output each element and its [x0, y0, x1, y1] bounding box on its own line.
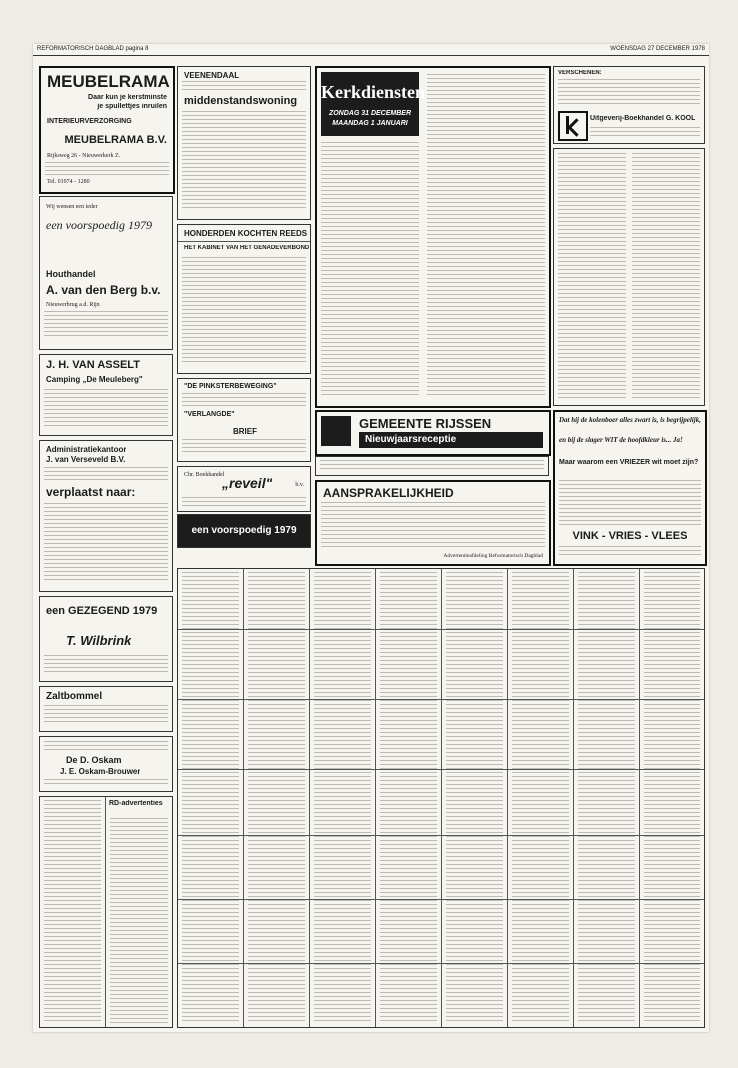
kabinet-body [182, 257, 306, 365]
wilbrink-ad [39, 596, 173, 682]
kabinet-ad [177, 224, 311, 374]
meubelrama-tag2: je spullettjes inruilen [97, 103, 167, 110]
kool-logo-icon [558, 111, 588, 141]
veenendaal-label: VEENENDAAL [184, 71, 240, 80]
left-notice-column-2 [106, 815, 172, 1027]
aansprakelijkheid-title: AANSPRAKELIJKHEID [323, 486, 454, 500]
voorspoedig-text: een voorspoedig 1979 [46, 218, 152, 232]
pinksterbeweging-label: "DE PINKSTERBEWEGING" [184, 383, 277, 390]
rijssen-line1: GEMEENTE RIJSSEN [359, 416, 492, 431]
pinksterbeweging-ad [177, 378, 311, 462]
admin-body-1 [44, 467, 168, 481]
verplaatst-label: verplaatst naar: [46, 485, 136, 499]
kerkdiensten-col-2 [427, 74, 545, 398]
kabinet-title: HET KABINET VAN HET GENADEVERBOND [184, 245, 310, 251]
oskam-body-2 [44, 779, 168, 787]
admin-body-2 [44, 503, 168, 583]
aansprakelijkheid-footer: Advertentieafdeling Reformatorisch Dagblad [443, 553, 543, 559]
grid-row-rule-4 [178, 835, 704, 836]
notice-column-7 [574, 569, 639, 1027]
issue-date: WOENSDAG 27 DECEMBER 1978 [610, 46, 705, 52]
houthandel-label: Houthandel [46, 269, 96, 279]
grid-row-rule-1 [178, 629, 704, 630]
kabinet-rule [178, 241, 310, 242]
kool-heading: VERSCHENEN: [558, 70, 602, 76]
paper-name: REFORMATORISCH DAGBLAD pagina 8 [37, 46, 149, 52]
veenendaal-body-1 [182, 81, 306, 91]
kerkdiensten-sub2: MAANDAG 1 JANUARI [332, 120, 408, 127]
vink-address [559, 546, 701, 558]
notice-column-2 [244, 569, 309, 1027]
administratie-ad [39, 440, 173, 592]
meubelrama-ad [39, 66, 175, 194]
van-den-berg-address: Nieuwerbrug a.d. Rijn [46, 302, 100, 308]
reveil-suffix: b.v. [295, 482, 304, 488]
vink-ad [553, 410, 707, 566]
vink-body [559, 480, 701, 526]
kerkdiensten-col-4 [632, 153, 700, 401]
oskam-firm: J. E. Oskam-Brouwer [60, 767, 141, 776]
rijssen-details-body [320, 460, 544, 472]
rijssen-band [359, 432, 543, 448]
family-notices-grid [177, 568, 705, 1028]
vink-mid: Maar waarom een VRIEZER wit moet zijn? [559, 459, 699, 466]
notice-column-5 [442, 569, 507, 1027]
brief-label: BRIEF [233, 427, 257, 436]
grid-row-rule-6 [178, 963, 704, 964]
newspaper-page [33, 44, 709, 1032]
aansprakelijkheid-body [321, 502, 545, 548]
van-den-berg-body [44, 311, 168, 337]
meubelrama-phone: Tel. 01974 - 1280 [47, 179, 90, 185]
kerkdiensten-col-1 [321, 142, 419, 398]
verlangde-label: "VERLANGDE" [184, 411, 235, 418]
gezegend-text: een GEZEGEND 1979 [46, 605, 158, 617]
kerkdiensten-sub1: ZONDAG 31 DECEMBER [328, 110, 412, 117]
rd-advertenties-label: RD-advertenties [109, 800, 163, 807]
camping-ad [39, 354, 173, 436]
voorspoedig-banner-text: een voorspoedig 1979 [191, 525, 297, 536]
reveil-name: „reveil" [222, 475, 273, 491]
meubelrama-title: MEUBELRAMA [47, 72, 170, 91]
grid-row-rule-5 [178, 899, 704, 900]
notice-column-1 [178, 569, 243, 1027]
veenendaal-body-2 [182, 111, 306, 211]
kool-body [558, 79, 700, 107]
left-notices [39, 796, 173, 1028]
reveil-body [182, 497, 306, 507]
kerkdiensten-masthead [321, 72, 426, 136]
kerkdiensten-section [315, 66, 551, 408]
asselt-name: J. H. VAN ASSELT [46, 359, 140, 371]
oskam-body-1 [44, 741, 168, 753]
notice-column-3 [310, 569, 375, 1027]
oskam-name: De D. Oskam [66, 755, 122, 765]
meubelrama-body [45, 162, 169, 176]
wilbrink-body [44, 655, 168, 673]
kool-address [590, 127, 700, 137]
middenstandswoning-label: middenstandswoning [184, 95, 298, 107]
meubelrama-address: Rijksweg 26 - Nieuwerkerk Z. [47, 153, 121, 159]
kerkdiensten-continued [553, 148, 705, 406]
rijssen-crest-icon [321, 416, 351, 446]
brief-body [182, 439, 306, 455]
notice-column-6 [508, 569, 573, 1027]
camping-name: Camping „De Meuleberg" [46, 375, 143, 384]
rd-advertenties-cell [106, 797, 172, 813]
aansprakelijkheid-notice [315, 480, 551, 566]
rijssen-ad [315, 410, 551, 456]
kerkdiensten-title: Kerkdiensten [321, 82, 426, 102]
kool-ad [553, 66, 705, 144]
rijssen-line2: Nieuwjaarsreceptie [365, 434, 457, 445]
meubelrama-name: MEUBELRAMA B.V. [64, 134, 167, 146]
left-notice-column-1 [40, 797, 105, 1027]
honderden-label: HONDERDEN KOCHTEN REEDS [184, 229, 308, 238]
grid-row-rule-2 [178, 699, 704, 700]
grid-row-rule-3 [178, 769, 704, 770]
meubelrama-sub: INTERIEURVERZORGING [47, 118, 132, 125]
oskam-ad [39, 736, 173, 792]
veenendaal-ad [177, 66, 311, 220]
vink-top2: en bij de slager WIT de hoofdkleur is... Ja! [559, 436, 683, 444]
vink-name: VINK - VRIES - VLEES [572, 530, 688, 542]
kerkdiensten-col-3 [558, 153, 626, 401]
kool-name: Uitgeverij-Boekhandel G. KOOL [590, 115, 696, 122]
van-den-berg-intro: Wij wensen een ieder [46, 204, 98, 210]
camping-body [44, 389, 168, 429]
pinksterbeweging-body [182, 393, 306, 409]
zaltbommel-label: Zaltbommel [46, 691, 103, 702]
notice-column-4 [376, 569, 441, 1027]
rijssen-details [315, 456, 549, 476]
meubelrama-tag1: Daar kun je kerstminste [88, 94, 167, 101]
admin-title: Administratiekantoor [46, 445, 127, 454]
wilbrink-name: T. Wilbrink [66, 633, 132, 648]
van-den-berg-ad [39, 196, 173, 350]
reveil-prefix: Chr. Boekhandel [184, 472, 225, 478]
vink-top1: Dat hij de kolenboer alles zwart is, is begrijpelijk, [559, 416, 701, 424]
voorspoedig-banner [177, 514, 311, 548]
zaltbommel-ad [39, 686, 173, 732]
page-header [33, 44, 709, 56]
van-den-berg-name: A. van den Berg b.v. [46, 283, 161, 297]
reveil-ad [177, 466, 311, 512]
admin-name: J. van Verseveld B.V. [46, 455, 126, 464]
notice-column-8 [640, 569, 704, 1027]
zaltbommel-body [44, 705, 168, 725]
